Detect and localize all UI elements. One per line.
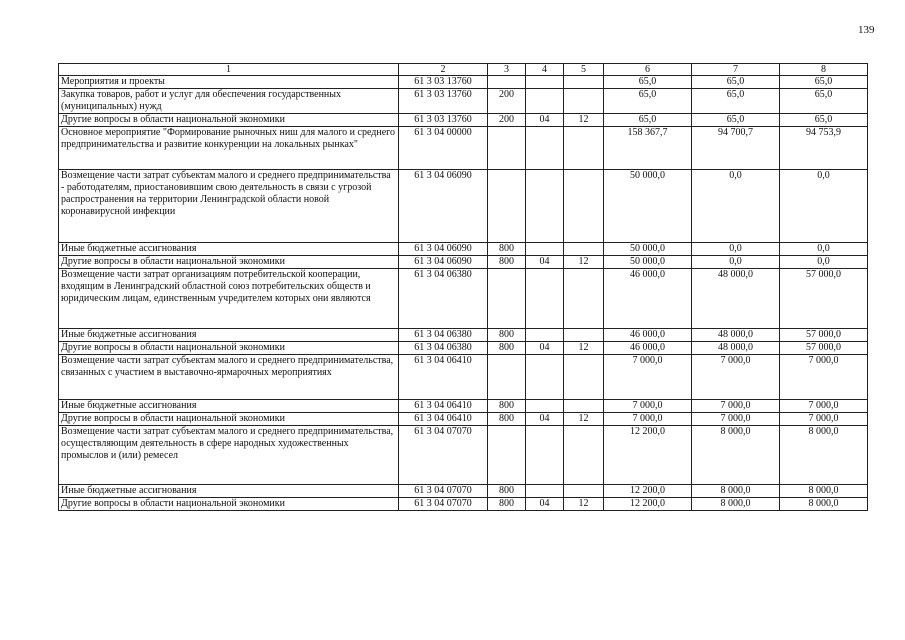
- amount-col7: 65,0: [692, 114, 780, 127]
- amount-col8: 8 000,0: [780, 485, 868, 498]
- amount-col8: 7 000,0: [780, 400, 868, 413]
- amount-col6: 7 000,0: [604, 413, 692, 426]
- amount-col6: 12 200,0: [604, 498, 692, 511]
- amount-col6: 50 000,0: [604, 170, 692, 243]
- row-name: Возмещение части затрат организациям потребительской кооперации, входящим в Ленинградский областной союз потребительских обществ и юридическим лицам, единственным учредителем которых они являются: [59, 269, 399, 329]
- table-row: [59, 400, 868, 413]
- amount-col8: 65,0: [780, 76, 868, 89]
- amount-col6: 46 000,0: [604, 329, 692, 342]
- target-article-code: 61 3 04 06380: [399, 329, 488, 342]
- table-row: [59, 355, 868, 400]
- subsection: 12: [564, 498, 604, 511]
- table-row: [59, 89, 868, 114]
- subsection: 12: [564, 342, 604, 355]
- amount-col7: 7 000,0: [692, 413, 780, 426]
- target-article-code: 61 3 04 06410: [399, 413, 488, 426]
- row-name: Возмещение части затрат субъектам малого и среднего предпринимательства, осуществляющим деятельность в сфере народных художественных промыслов и (или) ремесел: [59, 426, 399, 485]
- subsection: [564, 485, 604, 498]
- amount-col6: 65,0: [604, 76, 692, 89]
- section: [526, 76, 564, 89]
- section: [526, 485, 564, 498]
- budget-table: [58, 63, 868, 511]
- target-article-code: 61 3 04 06410: [399, 355, 488, 400]
- subsection: [564, 89, 604, 114]
- amount-col7: 48 000,0: [692, 269, 780, 329]
- target-article-code: 61 3 04 07070: [399, 498, 488, 511]
- expense-type: 800: [488, 342, 526, 355]
- table-row: [59, 269, 868, 329]
- expense-type: [488, 76, 526, 89]
- subsection: [564, 400, 604, 413]
- subsection: [564, 329, 604, 342]
- expense-type: 200: [488, 114, 526, 127]
- subsection: [564, 269, 604, 329]
- subsection: 12: [564, 114, 604, 127]
- expense-type: 800: [488, 243, 526, 256]
- amount-col6: 65,0: [604, 114, 692, 127]
- column-number-3: 3: [488, 64, 526, 76]
- amount-col7: 8 000,0: [692, 498, 780, 511]
- column-number-1: 1: [59, 64, 399, 76]
- section: 04: [526, 498, 564, 511]
- amount-col6: 12 200,0: [604, 426, 692, 485]
- amount-col7: 65,0: [692, 89, 780, 114]
- expense-type: [488, 269, 526, 329]
- amount-col8: 7 000,0: [780, 413, 868, 426]
- section: [526, 329, 564, 342]
- amount-col7: 8 000,0: [692, 426, 780, 485]
- amount-col6: 65,0: [604, 89, 692, 114]
- row-name: Иные бюджетные ассигнования: [59, 329, 399, 342]
- section: 04: [526, 256, 564, 269]
- expense-type: 800: [488, 329, 526, 342]
- expense-type: [488, 426, 526, 485]
- amount-col6: 7 000,0: [604, 355, 692, 400]
- amount-col6: 7 000,0: [604, 400, 692, 413]
- table-row: [59, 329, 868, 342]
- expense-type: [488, 127, 526, 170]
- row-name: Возмещение части затрат субъектам малого и среднего предпринимательства, связанных с участием в выставочно-ярмарочных мероприятиях: [59, 355, 399, 400]
- section: [526, 426, 564, 485]
- column-number-2: 2: [399, 64, 488, 76]
- row-name: Иные бюджетные ассигнования: [59, 400, 399, 413]
- section: 04: [526, 342, 564, 355]
- amount-col6: 50 000,0: [604, 256, 692, 269]
- table-row: [59, 342, 868, 355]
- target-article-code: 61 3 04 06380: [399, 269, 488, 329]
- amount-col7: 7 000,0: [692, 355, 780, 400]
- subsection: [564, 170, 604, 243]
- amount-col8: 57 000,0: [780, 342, 868, 355]
- target-article-code: 61 3 04 06410: [399, 400, 488, 413]
- target-article-code: 61 3 04 06090: [399, 243, 488, 256]
- table-row: [59, 256, 868, 269]
- table-header-row: [59, 64, 868, 76]
- amount-col7: 94 700,7: [692, 127, 780, 170]
- amount-col8: 0,0: [780, 256, 868, 269]
- row-name: Возмещение части затрат субъектам малого и среднего предпринимательства - работодателям, приостановившим свою деятельность в связи с угрозой распространения на территории Ленинградской области новой коронавирусной инфекции: [59, 170, 399, 243]
- subsection: 12: [564, 413, 604, 426]
- row-name: Другие вопросы в области национальной экономики: [59, 413, 399, 426]
- amount-col7: 0,0: [692, 256, 780, 269]
- expense-type: 800: [488, 485, 526, 498]
- section: [526, 89, 564, 114]
- section: [526, 355, 564, 400]
- row-name: Иные бюджетные ассигнования: [59, 243, 399, 256]
- expense-type: 800: [488, 400, 526, 413]
- section: [526, 400, 564, 413]
- amount-col8: 57 000,0: [780, 329, 868, 342]
- subsection: [564, 355, 604, 400]
- target-article-code: 61 3 03 13760: [399, 76, 488, 89]
- section: 04: [526, 413, 564, 426]
- subsection: [564, 426, 604, 485]
- amount-col7: 48 000,0: [692, 329, 780, 342]
- amount-col6: 46 000,0: [604, 342, 692, 355]
- target-article-code: 61 3 03 13760: [399, 114, 488, 127]
- target-article-code: 61 3 04 07070: [399, 485, 488, 498]
- amount-col8: 8 000,0: [780, 498, 868, 511]
- subsection: [564, 127, 604, 170]
- target-article-code: 61 3 04 00000: [399, 127, 488, 170]
- expense-type: 800: [488, 256, 526, 269]
- column-number-4: 4: [526, 64, 564, 76]
- section: [526, 269, 564, 329]
- table-row: [59, 413, 868, 426]
- amount-col8: 65,0: [780, 114, 868, 127]
- subsection: 12: [564, 256, 604, 269]
- amount-col7: 7 000,0: [692, 400, 780, 413]
- amount-col7: 65,0: [692, 76, 780, 89]
- table-row: [59, 243, 868, 256]
- column-number-7: 7: [692, 64, 780, 76]
- target-article-code: 61 3 04 06090: [399, 170, 488, 243]
- row-name: Основное мероприятие "Формирование рыночных ниш для малого и среднего предпринимательства и развитие конкуренции на локальных рынках": [59, 127, 399, 170]
- row-name: Другие вопросы в области национальной экономики: [59, 498, 399, 511]
- table-row: [59, 76, 868, 89]
- amount-col6: 50 000,0: [604, 243, 692, 256]
- amount-col7: 0,0: [692, 243, 780, 256]
- subsection: [564, 243, 604, 256]
- row-name: Иные бюджетные ассигнования: [59, 485, 399, 498]
- amount-col8: 65,0: [780, 89, 868, 114]
- amount-col8: 0,0: [780, 170, 868, 243]
- amount-col6: 12 200,0: [604, 485, 692, 498]
- row-name: Другие вопросы в области национальной экономики: [59, 342, 399, 355]
- expense-type: [488, 355, 526, 400]
- target-article-code: 61 3 04 07070: [399, 426, 488, 485]
- amount-col8: 0,0: [780, 243, 868, 256]
- table-row: [59, 127, 868, 170]
- section: [526, 127, 564, 170]
- column-number-6: 6: [604, 64, 692, 76]
- page-number: 139: [858, 24, 875, 36]
- subsection: [564, 76, 604, 89]
- table-row: [59, 114, 868, 127]
- expense-type: 200: [488, 89, 526, 114]
- section: [526, 243, 564, 256]
- target-article-code: 61 3 04 06380: [399, 342, 488, 355]
- amount-col7: 48 000,0: [692, 342, 780, 355]
- amount-col8: 57 000,0: [780, 269, 868, 329]
- amount-col8: 94 753,9: [780, 127, 868, 170]
- row-name: Закупка товаров, работ и услуг для обеспечения государственных (муниципальных) нужд: [59, 89, 399, 114]
- section: [526, 170, 564, 243]
- amount-col8: 7 000,0: [780, 355, 868, 400]
- amount-col6: 46 000,0: [604, 269, 692, 329]
- table-row: [59, 426, 868, 485]
- column-number-8: 8: [780, 64, 868, 76]
- column-number-5: 5: [564, 64, 604, 76]
- table-row: [59, 170, 868, 243]
- table-row: [59, 498, 868, 511]
- row-name: Мероприятия и проекты: [59, 76, 399, 89]
- section: 04: [526, 114, 564, 127]
- amount-col7: 0,0: [692, 170, 780, 243]
- expense-type: 800: [488, 413, 526, 426]
- amount-col7: 8 000,0: [692, 485, 780, 498]
- target-article-code: 61 3 03 13760: [399, 89, 488, 114]
- amount-col8: 8 000,0: [780, 426, 868, 485]
- expense-type: [488, 170, 526, 243]
- expense-type: 800: [488, 498, 526, 511]
- row-name: Другие вопросы в области национальной экономики: [59, 114, 399, 127]
- table-row: [59, 485, 868, 498]
- amount-col6: 158 367,7: [604, 127, 692, 170]
- target-article-code: 61 3 04 06090: [399, 256, 488, 269]
- row-name: Другие вопросы в области национальной экономики: [59, 256, 399, 269]
